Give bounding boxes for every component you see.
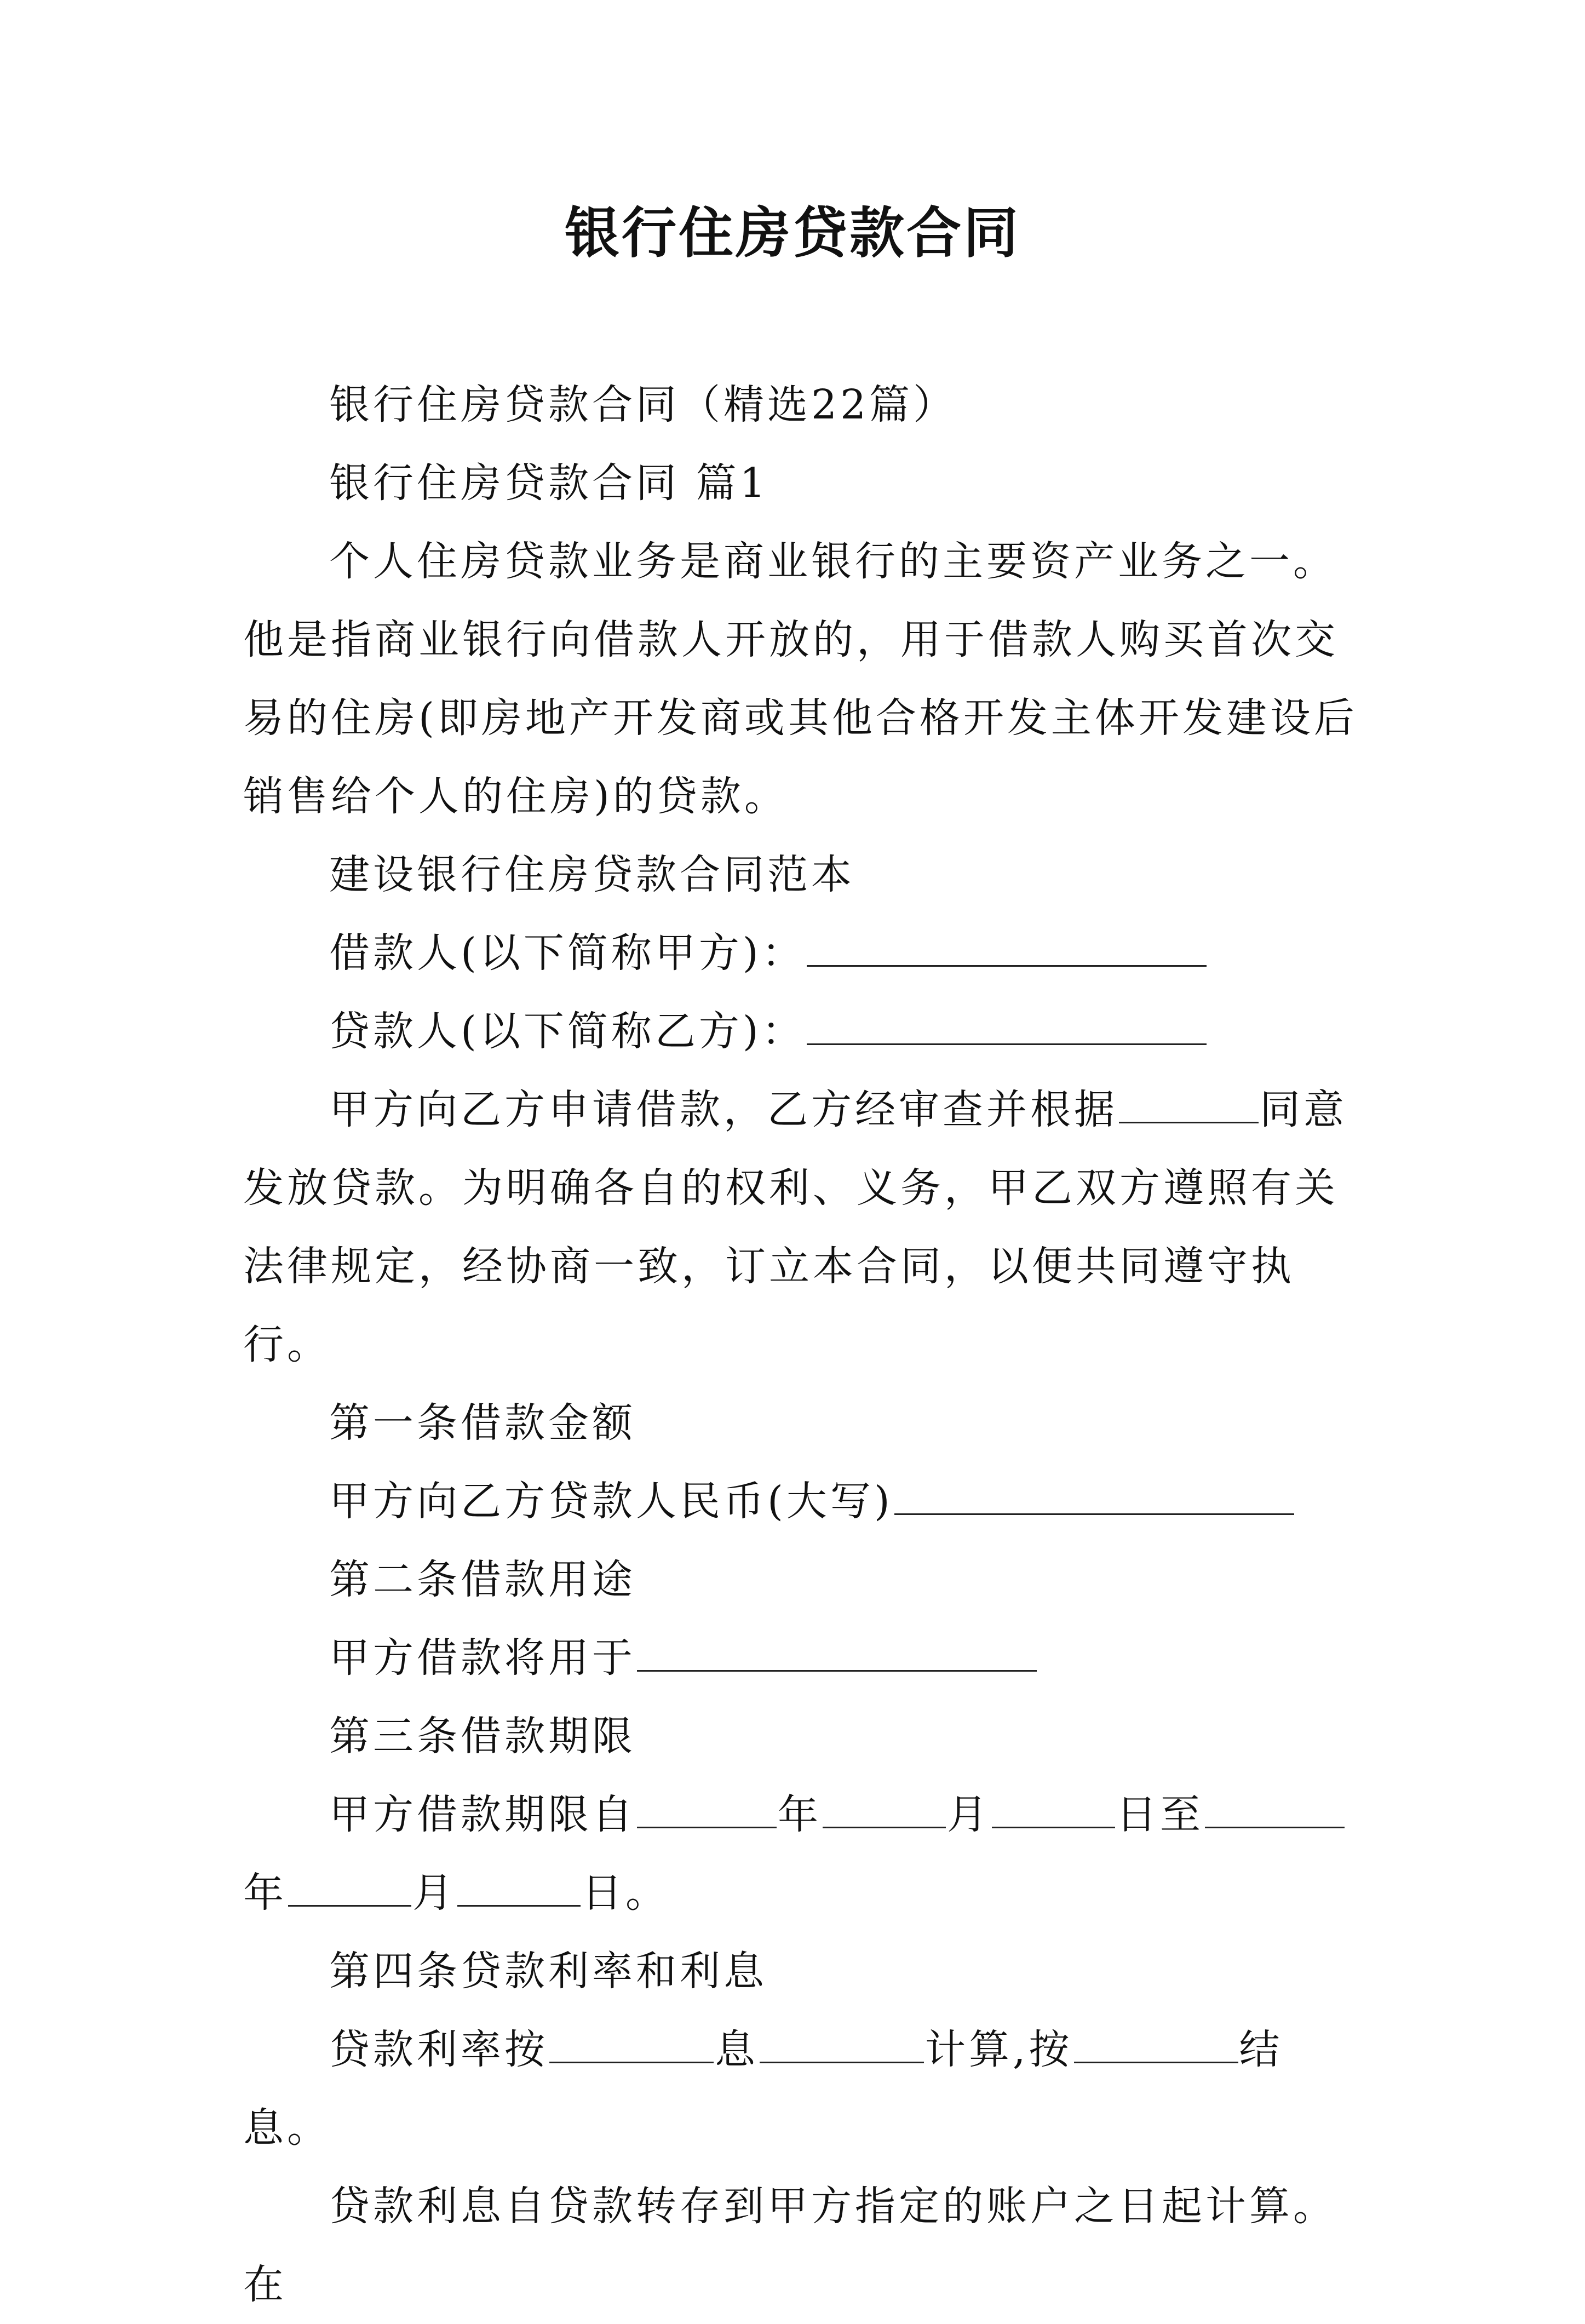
start-day-blank [992,1794,1115,1828]
preamble-part2: 同意发放贷款。为明确各自的权利、义务，甲乙双方遵照有关法律规定，经协商一致，订立本合同，以便共同遵守执行。 [243,1086,1347,1368]
preamble-paragraph [243,1071,1363,1384]
settlement-blank [1074,2029,1238,2063]
article3-title: 第三条借款期限 [329,1713,636,1760]
article2-text: 甲方借款将用于 [329,1634,636,1682]
borrower-label: 借款人(以下简称甲方)： [329,929,806,977]
end-month-blank [288,1872,411,1907]
term-start-text: 甲方借款期限自 [329,1791,636,1838]
interest-paragraph: 贷款利息自贷款转存到甲方指定的账户之日起计算。在 [243,2183,1337,2308]
end-year-label: 年 [243,1869,287,1916]
article2-title: 第二条借款用途 [329,1556,636,1603]
month-label: 月 [947,1791,991,1838]
rate-mid2: 计算,按 [925,2026,1073,2073]
rate-line [243,2011,1363,2167]
end-month-label: 月 [412,1869,456,1916]
lender-blank [807,1011,1207,1045]
amount-blank [894,1481,1294,1515]
rate-prefix: 贷款利率按 [329,2026,548,2073]
article1-title: 第一条借款金额 [329,1399,636,1447]
start-year-blank [637,1794,777,1828]
section-heading: 银行住房贷款合同 篇1 [329,460,769,507]
article4-title: 第四条贷款利率和利息 [329,1948,767,1995]
rate-basis-blank [549,2029,714,2063]
intro-paragraph: 个人住房贷款业务是商业银行的主要资产业务之一。他是指商业银行向借款人开放的，用于借款人购买首次交易的住房(即房地产开发商或其他合格开发主体开发建设后销售给个人的住房)的贷款。 [243,538,1358,820]
basis-blank [1119,1089,1259,1123]
lender-line [243,992,1363,1071]
article3-term [243,1776,1363,1932]
rate-mid1: 息 [715,2026,759,2073]
template-title: 建设银行住房贷款合同范本 [329,851,855,898]
article1-line [243,1462,1363,1541]
year-label: 年 [778,1791,822,1838]
preamble-part1: 甲方向乙方申请借款，乙方经审查并根据 [329,1086,1118,1133]
document-body [243,366,1363,2324]
lender-label: 贷款人(以下简称乙方)： [329,1008,806,1055]
document-title: 银行住房贷款合同 [565,200,1020,265]
borrower-blank [807,932,1207,967]
day-end-label: 日。 [582,1869,669,1916]
subtitle: 银行住房贷款合同（精选22篇） [329,381,957,428]
article2-line [243,1619,1363,1697]
rate-calc-blank [760,2029,924,2063]
purpose-blank [637,1637,1037,1672]
end-day-blank [457,1872,581,1907]
article1-text: 甲方向乙方贷款人民币(大写) [329,1478,893,1525]
day-to-label: 日至 [1116,1791,1204,1838]
rate-end: 结息。 [243,2026,1283,2151]
end-year-blank [1205,1794,1345,1828]
start-month-blank [823,1794,946,1828]
borrower-line [243,914,1363,992]
